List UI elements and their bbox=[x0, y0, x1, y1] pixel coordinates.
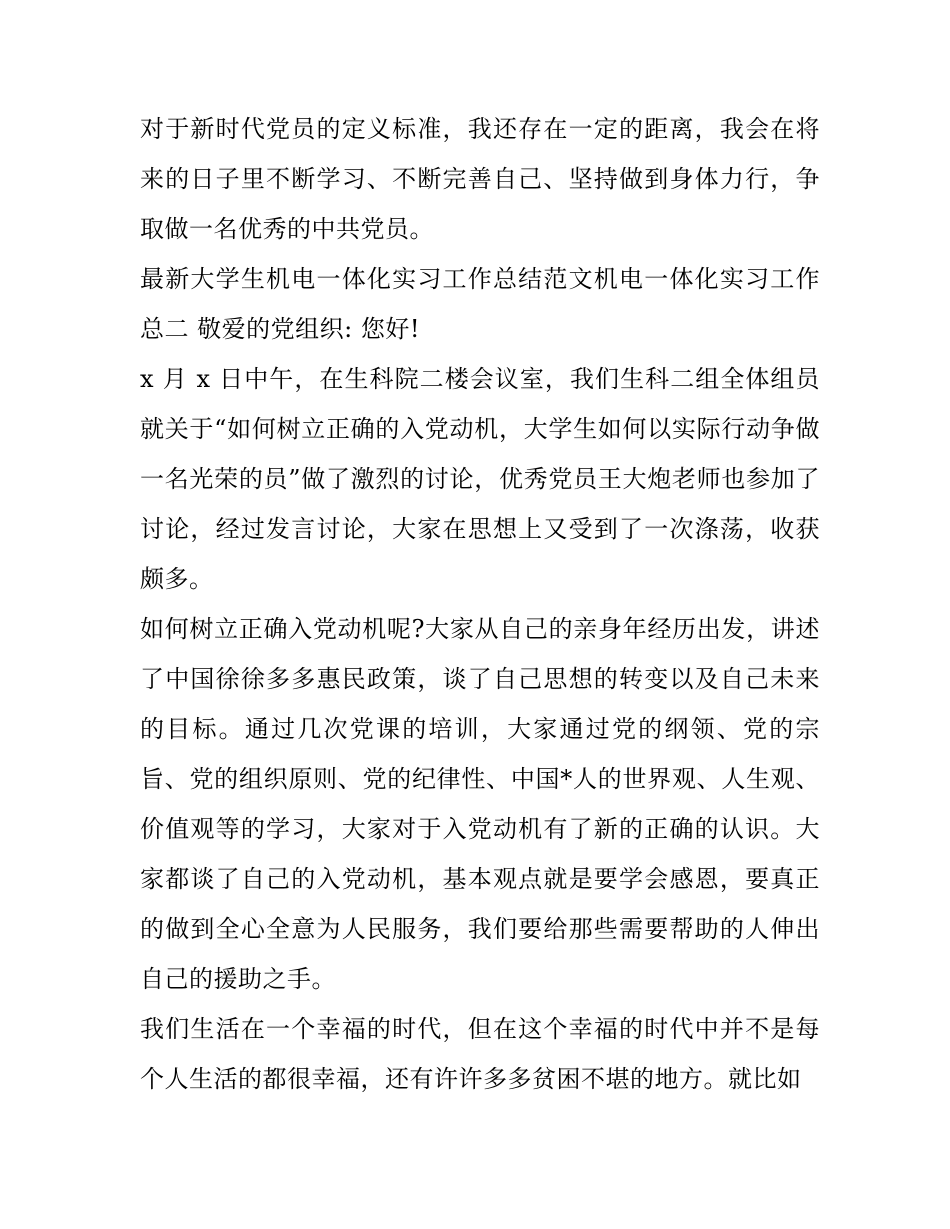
document-body bbox=[140, 104, 820, 1104]
paragraph-happy-era: 我们生活在一个幸福的时代，但在这个幸福的时代中并不是每个人生活的都很幸福，还有许许多多贫困不堪的地方。就比如 bbox=[140, 1015, 820, 1093]
paragraph-meeting-discussion: x 月 x 日中午，在生科院二楼会议室，我们生科二组全体组员就关于“如何树立正确的入党动机，大学生如何以实际行动争做一名光荣的员”做了激烈的讨论，优秀党员王大炮老师也参加了讨论，经过发言讨论，大家在思想上又受到了一次涤荡，收获颇多。 bbox=[140, 365, 820, 593]
paragraph-title-greeting: 最新大学生机电一体化实习工作总结范文机电一体化实习工作总二 敬爱的党组织: 您好! bbox=[140, 265, 820, 343]
paragraph-closing-statement: 对于新时代党员的定义标准，我还存在一定的距离，我会在将来的日子里不断学习、不断完善自己、坚持做到身体力行，争取做一名优秀的中共党员。 bbox=[140, 115, 820, 243]
paragraph-motivation: 如何树立正确入党动机呢?大家从自己的亲身年经历出发，讲述了中国徐徐多多惠民政策，谈了自己思想的转变以及自己未来的目标。通过几次党课的培训，大家通过党的纲领、党的宗旨、党的组织原则、党的纪律性、中国*人的世界观、人生观、价值观等的学习，大家对于入党动机有了新的正确的认识。大家都谈了自己的入党动机，基本观点就是要学会感恩，要真正的做到全心全意为人民服务，我们要给那些需要帮助的人伸出自己的援助之手。 bbox=[140, 615, 820, 993]
